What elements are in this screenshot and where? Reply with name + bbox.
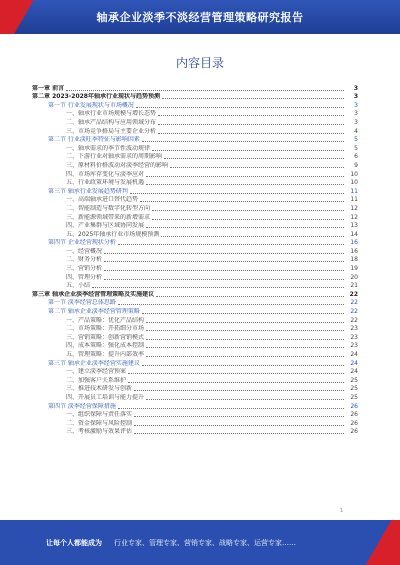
toc-entry[interactable] [32, 110, 358, 119]
toc-entry-label: 第一章 前言 [32, 84, 65, 92]
header-red-accent [0, 0, 36, 34]
toc-entry[interactable] [32, 264, 358, 273]
toc-entry-label: 二、市场策略：开拓细分市场 [66, 325, 145, 333]
toc-entry-page: 13 [350, 222, 358, 230]
toc-entry-page: 23 [350, 325, 358, 333]
toc-entry-label: 第三节 轴承企业淡季经营实施建议 [48, 359, 140, 367]
toc-entry-page: 3 [354, 110, 358, 118]
toc-entry[interactable] [32, 333, 358, 342]
toc-entry-label: 四、管理分析 [66, 273, 103, 281]
toc-entry-label: 五、管理策略：提升内部效率 [66, 351, 145, 358]
toc-leader-dots [146, 227, 344, 228]
toc-entry-label: 第四节 淡季经营保障措施 [48, 402, 116, 410]
toc-entry[interactable] [32, 127, 358, 136]
toc-entry-page: 22 [350, 316, 358, 324]
toc-entry-label: 三、营销策略：创新营销模式 [66, 333, 145, 341]
header-band [0, 0, 400, 34]
table-of-contents [32, 84, 358, 436]
toc-entry-label: 三、市场竞争格局与主要企业分析 [66, 127, 157, 135]
toc-entry-page: 25 [350, 393, 358, 401]
toc-leader-dots [152, 219, 344, 220]
toc-entry[interactable] [32, 359, 358, 368]
toc-entry-label: 二、下游行业对轴承需求的周期影响 [66, 153, 163, 161]
toc-entry-page: 22 [350, 299, 358, 307]
footer-red-accent [364, 520, 400, 565]
toc-entry[interactable] [32, 179, 358, 188]
toc-leader-dots [158, 133, 344, 134]
toc-leader-dots [142, 141, 344, 142]
toc-entry-page: 11 [350, 196, 358, 204]
toc-entry-label: 四、市场库存变化与淡季应对 [66, 170, 145, 178]
toc-entry-label: 二、轴承产品结构与应用领域分布 [66, 118, 157, 126]
toc-entry-label: 第三章 轴承企业淡季经营管理策略及实施建议 [32, 290, 155, 298]
toc-entry-label: 三、营销分析 [66, 265, 103, 273]
toc-leader-dots [136, 107, 344, 108]
toc-entry[interactable] [32, 204, 358, 213]
toc-entry-label: 二、财务分析 [66, 256, 103, 264]
toc-leader-dots [152, 210, 344, 211]
toc-entry-page: 22 [349, 290, 358, 298]
toc-leader-dots [170, 167, 344, 168]
toc-leader-dots [134, 390, 344, 391]
toc-entry[interactable] [32, 144, 358, 153]
toc-leader-dots [66, 90, 344, 91]
toc-entry[interactable] [32, 256, 358, 265]
toc-entry-label: 四、产业集群与区域协同发展 [66, 222, 145, 230]
toc-entry[interactable] [32, 213, 358, 222]
toc-entry-label: 五、小结 [66, 282, 91, 290]
toc-leader-dots [104, 279, 344, 280]
toc-leader-dots [128, 373, 344, 374]
toc-entry-label: 一、轴承需求的季节性波动规律 [66, 144, 151, 152]
toc-leader-dots [146, 339, 344, 340]
toc-entry-page: 22 [350, 308, 358, 316]
toc-entry-page: 18 [350, 256, 358, 264]
toc-entry[interactable] [32, 368, 358, 377]
toc-entry[interactable] [32, 307, 358, 316]
toc-entry[interactable] [32, 136, 358, 145]
toc-entry-label: 四、成本策略：强化成本控制 [66, 342, 145, 350]
toc-entry[interactable] [32, 402, 358, 411]
toc-entry-label: 五、行业政策环境与发展机遇 [66, 179, 145, 187]
toc-entry-page: 12 [350, 213, 358, 221]
toc-entry-page: 25 [350, 376, 358, 384]
toc-entry[interactable] [32, 247, 358, 256]
toc-entry-label: 五、2025年轴承行业市场规模预测 [66, 230, 160, 238]
toc-entry-page: 26 [350, 402, 358, 410]
toc-heading: 内容目录 [175, 56, 224, 70]
toc-leader-dots [146, 356, 344, 357]
toc-entry-page: 10 [350, 179, 358, 187]
toc-entry-page: 3 [353, 84, 358, 92]
toc-entry-label: 一、建立淡季经营预案 [66, 368, 127, 376]
toc-entry-page: 16 [350, 239, 358, 247]
toc-entry-label: 第二章 2023-2028年轴承行业现状与趋势预测 [32, 93, 160, 101]
toc-leader-dots [142, 365, 344, 366]
toc-leader-dots [104, 261, 344, 262]
toc-entry[interactable] [32, 273, 358, 282]
toc-entry[interactable] [32, 101, 358, 110]
toc-entry-label: 三、原材料价格波动对淡季经营的影响 [66, 161, 169, 169]
footer-tagline: 行业专家、管理专家、营销专家、战略专家、运营专家…… [114, 538, 296, 547]
toc-entry-page: 20 [350, 273, 358, 281]
toc-leader-dots [92, 287, 344, 288]
toc-entry-label: 二、资金保障与风险控制 [66, 419, 133, 427]
toc-leader-dots [146, 184, 344, 185]
report-title: 轴承企业淡季不淡经营管理策略研究报告 [96, 11, 304, 24]
toc-entry-page: 3 [354, 101, 358, 109]
toc-entry-page: 23 [350, 333, 358, 341]
toc-entry[interactable] [32, 325, 358, 334]
toc-entry-page: 14 [350, 230, 358, 238]
toc-entry-page: 19 [350, 265, 358, 273]
toc-entry-page: 26 [350, 428, 358, 436]
toc-leader-dots [146, 399, 344, 400]
toc-entry-page: 5 [354, 136, 358, 144]
toc-entry[interactable] [32, 342, 358, 351]
toc-leader-dots [104, 253, 344, 254]
toc-entry-label: 三、考核激励与效果评估 [66, 428, 133, 436]
toc-entry[interactable] [32, 428, 358, 437]
toc-entry-label: 一、组织保障与责任落实 [66, 411, 133, 419]
page-number: 1 [340, 508, 344, 514]
toc-entry-page: 4 [354, 127, 358, 135]
toc-leader-dots [146, 330, 344, 331]
toc-entry[interactable] [32, 411, 358, 420]
toc-entry[interactable] [32, 290, 358, 299]
toc-entry[interactable] [32, 230, 358, 239]
toc-leader-dots [158, 124, 344, 125]
toc-entry-label: 第二节 轴承企业淡季经营管理策略 [48, 308, 140, 316]
toc-leader-dots [140, 201, 344, 202]
toc-entry-label: 三、新能源领域带来的新增需求 [66, 213, 151, 221]
toc-entry-page: 24 [350, 351, 358, 358]
toc-entry[interactable] [32, 118, 358, 127]
toc-leader-dots [104, 270, 344, 271]
toc-entry-page: 21 [350, 282, 358, 290]
toc-entry[interactable] [32, 385, 358, 394]
toc-entry[interactable] [32, 393, 358, 402]
toc-entry-page: 5 [354, 144, 358, 152]
toc-leader-dots [128, 382, 344, 383]
toc-entry[interactable] [32, 196, 358, 205]
toc-entry[interactable] [32, 161, 358, 170]
toc-leader-dots [118, 408, 344, 409]
toc-leader-dots [134, 433, 344, 434]
toc-entry-page: 24 [350, 368, 358, 376]
toc-leader-dots [164, 158, 344, 159]
toc-leader-dots [158, 115, 344, 116]
toc-entry-label: 一、产品策略：优化产品结构 [66, 316, 145, 324]
toc-leader-dots [118, 304, 344, 305]
toc-entry-page: 24 [350, 359, 358, 367]
toc-entry-page: 26 [350, 419, 358, 427]
toc-entry-label: 二、加强客户关系维护 [66, 376, 127, 384]
toc-leader-dots [156, 296, 344, 297]
toc-entry[interactable] [32, 170, 358, 179]
toc-entry-label: 第四节 企业经营现状分析 [48, 239, 116, 247]
toc-entry-page: 9 [354, 161, 358, 169]
toc-entry-label: 第一节 行业发展现状与市场概况 [48, 101, 134, 109]
toc-leader-dots [146, 322, 344, 323]
toc-leader-dots [152, 150, 344, 151]
toc-entry-label: 四、开展员工培训与能力提升 [66, 393, 145, 401]
toc-leader-dots [162, 98, 344, 99]
toc-entry-page: 23 [350, 342, 358, 350]
toc-entry[interactable] [32, 376, 358, 385]
toc-entry-page: 10 [350, 170, 358, 178]
toc-entry-page: 26 [350, 411, 358, 419]
toc-entry-page: 3 [354, 118, 358, 126]
toc-leader-dots [146, 176, 344, 177]
toc-entry[interactable] [32, 222, 358, 231]
toc-entry[interactable] [32, 350, 358, 359]
toc-leader-dots [142, 313, 344, 314]
toc-entry[interactable] [32, 153, 358, 162]
toc-entry[interactable] [32, 84, 358, 93]
toc-entry[interactable] [32, 93, 358, 102]
toc-entry[interactable] [32, 299, 358, 308]
toc-entry-label: 二、智能制造与数字化转型方向 [66, 204, 151, 212]
toc-entry[interactable] [32, 419, 358, 428]
toc-entry[interactable] [32, 316, 358, 325]
toc-entry-page: 3 [353, 93, 358, 101]
toc-entry-page: 6 [354, 153, 358, 161]
toc-entry-label: 第三节 轴承行业发展趋势研判 [48, 187, 128, 195]
toc-entry-page: 16 [350, 247, 358, 255]
toc-entry-label: 第一节 淡季经营总体思路 [48, 299, 116, 307]
toc-entry-label: 一、经营概况 [66, 247, 103, 255]
toc-leader-dots [146, 347, 344, 348]
toc-leader-dots [134, 416, 344, 417]
toc-entry-page: 11 [350, 187, 358, 195]
toc-entry[interactable] [32, 282, 358, 291]
toc-entry-label: 第二节 行业淡旺季特征与影响因素 [48, 136, 140, 144]
footer-band [0, 520, 400, 565]
toc-leader-dots [130, 193, 344, 194]
toc-entry-label: 三、推进技术研发与创新 [66, 385, 133, 393]
toc-leader-dots [118, 244, 344, 245]
toc-entry-page: 12 [350, 204, 358, 212]
toc-leader-dots [161, 236, 344, 237]
toc-entry[interactable] [32, 239, 358, 248]
toc-entry-label: 一、轴承行业市场规模与增长态势 [66, 110, 157, 118]
toc-entry-label: 一、高端轴承进口替代趋势 [66, 196, 139, 204]
toc-entry-page: 25 [350, 385, 358, 393]
toc-entry[interactable] [32, 187, 358, 196]
toc-leader-dots [134, 425, 344, 426]
footer-slogan: 让每个人都能成为 [46, 538, 102, 547]
